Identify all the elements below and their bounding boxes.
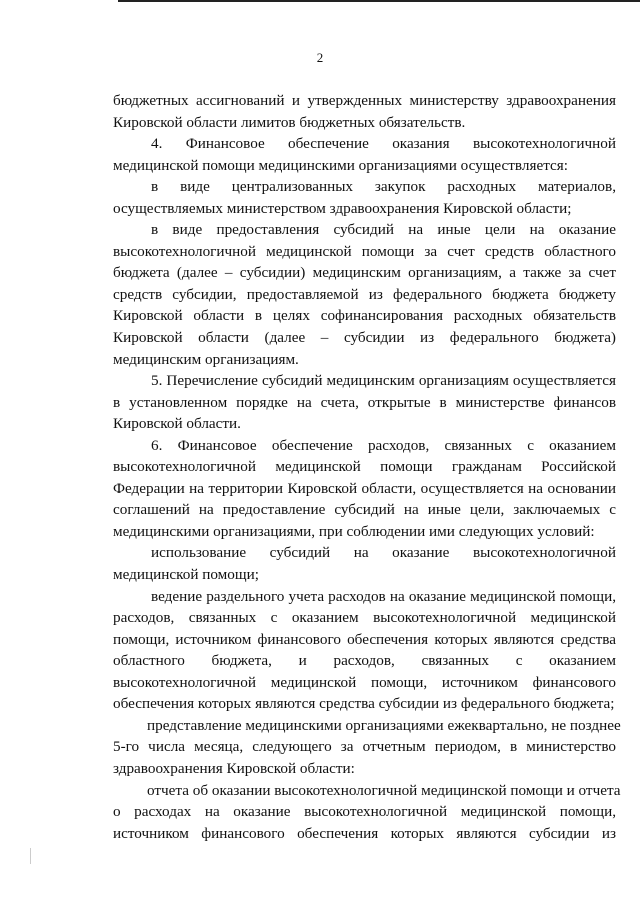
text-line: обеспечения которых являются средства субсидии из федерального бюджета;: [113, 695, 615, 713]
top-rule: [118, 0, 640, 2]
text-line: медицинским организациям.: [113, 350, 299, 368]
text-line: высокотехнологичной медицинской помощи за счет средств областного: [113, 242, 616, 260]
text-line: Кировской области.: [113, 415, 241, 433]
text-line: 5-го числа месяца, следующего за отчетным периодом, в министерство: [113, 738, 616, 756]
text-line: осуществляемых министерством здравоохранения Кировской области;: [113, 199, 572, 217]
text-line: Кировской области лимитов бюджетных обязательств.: [113, 113, 466, 131]
text-line: источником финансового обеспечения которых являются субсидии из: [113, 824, 616, 842]
scan-edge-mark: [30, 848, 31, 864]
text-line: соглашений на предоставление субсидий на иные цели, заключаемых с: [113, 501, 616, 519]
text-line: Кировской области (далее – субсидии из федерального бюджета): [113, 329, 616, 347]
text-line: 5. Перечисление субсидий медицинским организациям осуществляется: [151, 372, 616, 390]
text-line: расходов, связанных с оказанием высокотехнологичной медицинской: [113, 609, 616, 627]
text-line: отчета об оказании высокотехнологичной медицинской помощи и отчета: [147, 781, 621, 799]
text-line: Кировской области в целях софинансирования расходных обязательств: [113, 307, 616, 325]
document-body: [113, 90, 621, 844]
text-line: помощи, источником финансового обеспечения которых являются средства: [113, 630, 616, 648]
text-line: 4. Финансовое обеспечение оказания высокотехнологичной: [151, 135, 616, 153]
text-line: медицинской помощи медицинскими организациями осуществляется:: [113, 156, 568, 174]
text-line: здравоохранения Кировской области:: [113, 759, 355, 777]
text-line: областного бюджета, и расходов, связанных с оказанием: [113, 652, 616, 670]
text-line: бюджета (далее – субсидии) медицинским организациям, а также за счет: [113, 264, 616, 282]
text-line: представление медицинскими организациями ежеквартально, не позднее: [147, 716, 621, 734]
text-line: о расходах на оказание высокотехнологичной медицинской помощи,: [113, 803, 616, 821]
text-line: 6. Финансовое обеспечение расходов, связанных с оказанием: [151, 436, 616, 454]
text-line: высокотехнологичной медицинской помощи, источником финансового: [113, 673, 616, 691]
text-line: бюджетных ассигнований и утвержденных министерству здравоохранения: [113, 92, 616, 109]
text-line: Федерации на территории Кировской области, осуществляется на основании: [113, 479, 616, 497]
text-line: высокотехнологичной медицинской помощи гражданам Российской: [113, 458, 616, 476]
text-line: в виде централизованных закупок расходных материалов,: [151, 178, 616, 196]
text-line: средств субсидии, предоставляемой из федерального бюджета бюджету: [113, 285, 616, 303]
text-line: медицинской помощи;: [113, 566, 259, 584]
text-line: медицинскими организациями, при соблюдении ими следующих условий:: [113, 522, 595, 540]
text-line: использование субсидий на оказание высокотехнологичной: [151, 544, 616, 562]
text-line: в установленном порядке на счета, открытые в министерстве финансов: [113, 393, 616, 411]
page-number: 2: [316, 50, 324, 65]
text-line: ведение раздельного учета расходов на оказание медицинской помощи,: [151, 587, 616, 605]
text-line: в виде предоставления субсидий на иные цели на оказание: [151, 221, 616, 239]
